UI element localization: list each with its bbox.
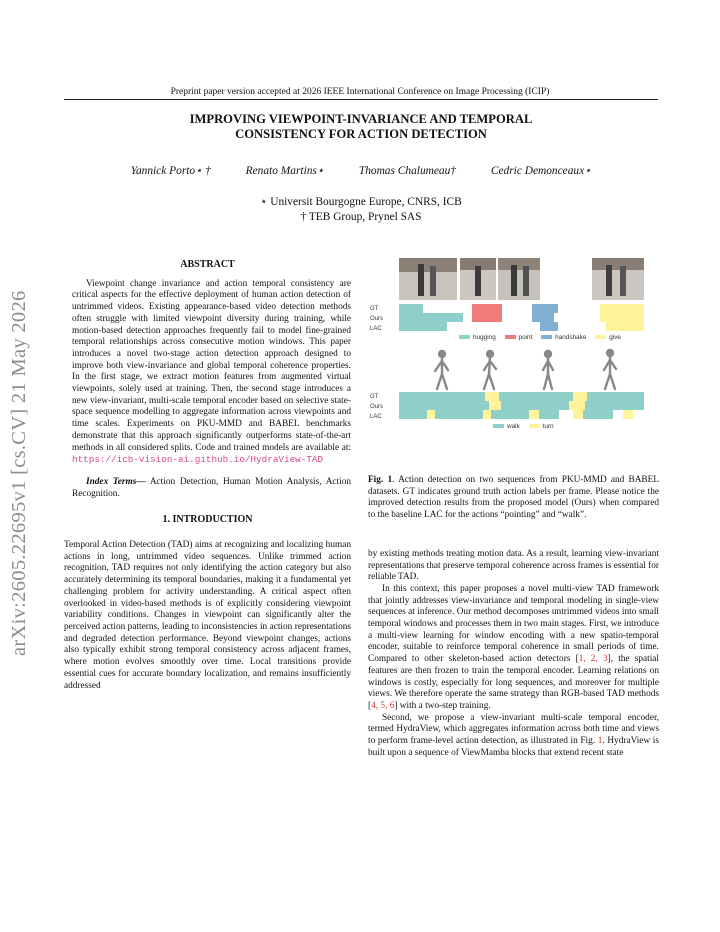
intro-heading: 1. INTRODUCTION <box>162 514 253 526</box>
author-3: Thomas Chalumeau† <box>358 165 457 177</box>
right-paragraph-3 <box>368 713 659 760</box>
legend-walk: walk <box>507 423 520 430</box>
row-label-gt-2: GT <box>370 394 379 400</box>
index-terms-text: Action Detection, Human Motion Analysis, Action Recognition. <box>72 476 352 499</box>
legend-top <box>452 334 621 341</box>
right-paragraph-1: by existing methods treating motion data. As a result, learning view-invariant representations that preserve temporal coherence across frames is essential for reliable TAD. <box>368 548 659 583</box>
header-rule <box>64 99 658 100</box>
legend-swatch-hugging <box>459 335 470 339</box>
video-frames <box>399 258 644 300</box>
legend-handshake: handshake <box>555 334 587 341</box>
legend-give: give <box>609 334 621 341</box>
affiliations <box>64 195 658 224</box>
index-terms <box>64 477 351 500</box>
citation-1-2-3[interactable]: 1, 2, 3 <box>578 654 608 665</box>
abstract-body <box>64 279 351 467</box>
action-timeline-top <box>399 304 644 331</box>
legend-point: point <box>518 334 533 341</box>
header-note: Preprint paper version accepted at 2026 IEEE International Conference on Image Processing (ICIP) <box>170 87 550 97</box>
abstract-heading: ABSTRACT <box>180 259 235 270</box>
legend-swatch-point <box>505 335 516 339</box>
legend-swatch-turn <box>529 424 540 428</box>
legend-swatch-handshake <box>541 335 552 339</box>
right-paragraph-2 <box>368 584 659 713</box>
arxiv-stamp: arXiv:2605.22695v1 [cs.CV] 21 May 2026 <box>8 290 30 656</box>
caption-text: . Action detection on two sequences from PKU-MMD and BABEL datasets. GT indicates ground truth action labels per frame. Please notice the improved detection results from the proposed model (Ours) when compared to the baseline LAC for the actions “pointing” and “walk”. <box>368 475 659 521</box>
citation-4-5-6[interactable]: 4, 5, 6 <box>371 700 395 711</box>
row-label-lac: LAC <box>370 326 382 332</box>
author-list <box>64 163 658 177</box>
skeleton-figures <box>435 350 616 389</box>
skeleton-3 <box>543 351 553 389</box>
title-line-2: CONSISTENCY FOR ACTION DETECTION <box>235 127 487 141</box>
affiliation-2: † TEB Group, Prynel SAS <box>300 210 422 223</box>
para3-part-b: . HydraView is built upon a sequence of ViewMamba blocks that extend recent state <box>368 736 659 758</box>
author-2: Renato Martins⋆ <box>245 165 324 177</box>
para2-part-c: ] with a two-step training. <box>394 700 491 711</box>
figure-ref-link[interactable]: 1 <box>597 736 603 747</box>
legend-swatch-give <box>595 335 606 339</box>
author-1: Yannick Porto⋆ † <box>130 165 211 177</box>
author-4: Cedric Demonceaux⋆ <box>490 165 592 177</box>
figure-1-graphic <box>368 256 660 468</box>
affiliation-1: ⋆ Universit Bourgogne Europe, CNRS, ICB <box>260 196 462 208</box>
abstract-text: Viewpoint change invariance and action temporal consistency are critical aspects for the effective deployment of human action detection of untrimmed videos. Existing appearance-based video detection methods often struggle with limited viewpoint diversity during training, while motion-based detection approaches frequently fail to model fine-grained temporal relationships across consecutive motion windows. This paper introduces a novel two-stage action detection approach designed to improve both view-invariance and global temporal coherence properties. In the first stage, we extract motion features from augmented virtual viewpoints, solely used at training. Then, the second stage introduces a new view-invariant, multi-scale temporal encoder based on selective state-space sequence modelling to aggregate information across viewpoints and time scales. Experiments on PKU-MMD and BABEL benchmarks demonstrate that this approach significantly outperforms state-of-the-art methods in all considered splits. Code and trained models are available at: <box>72 278 351 453</box>
para2-part-b: ], the spatial features are then frozen to train the temporal encoder. Learning relations on windows is costly, especially for long sequences, and moreover for multiple views. We therefore operate the same strategy than RGB-based TAD methods [ <box>368 654 659 711</box>
legend-swatch-walk <box>493 424 504 428</box>
row-labels-top <box>370 304 383 334</box>
paper-title <box>64 112 658 142</box>
row-label-ours-2: Ours <box>370 404 384 410</box>
left-column <box>64 259 351 692</box>
action-timeline-bottom <box>399 392 644 419</box>
row-labels-bottom <box>370 392 383 422</box>
legend-hugging: hugging <box>473 334 496 341</box>
figure-1 <box>368 256 660 468</box>
figure-1-caption <box>368 475 659 522</box>
para3-part-a: Second, we propose a view-invariant multi-scale temporal encoder, termed HydraView, which aggregates information across both time and views to perform frame-level action detection, as illustrated in Fig. <box>368 712 659 747</box>
caption-label: Fig. 1 <box>368 475 393 485</box>
legend-bottom <box>486 423 554 430</box>
title-line-1: IMPROVING VIEWPOINT-INVARIANCE AND TEMPORAL <box>189 112 533 126</box>
index-terms-label: Index Terms— <box>86 476 146 487</box>
right-column <box>368 475 659 759</box>
skeleton-1 <box>435 351 448 389</box>
skeleton-4 <box>604 350 616 389</box>
intro-paragraph-1: Temporal Action Detection (TAD) aims at recognizing and localizing human actions in long, untrimmed video sequences. Unlike trimmed action recognition, TAD requires not only identifying the action category but also accurately determining its temporal boundaries, making it a fundamental yet challenging problem for activity understanding. A critical aspect often overlooked in video-based methods is of explicitly considering viewpoint variability conditions. Changes in viewpoint can significantly alter the perceived action patterns, leading to inconsistencies in action representations and degraded detection performance. Beyond viewpoint changes, actions also typically exhibit strong temporal consistency across adjacent frames, where motion evolves smoothly over time. Local transitions provide essential cues for accurate boundary localization, and remains insufficiently addressed <box>64 540 351 691</box>
skeleton-2 <box>484 351 496 389</box>
row-label-ours: Ours <box>370 316 384 322</box>
row-label-lac-2: LAC <box>370 414 382 420</box>
code-url-link[interactable]: https://icb-vision-ai.github.io/HydraView-TAD <box>72 454 324 466</box>
para2-part-a: In this context, this paper proposes a novel multi-view TAD framework that jointly addresses view-invariance and temporal modeling in single-view sequences at inference. Our method decomposes untrimmed videos into small temporal windows and processes them in two main stages. First, we introduce a multi-view learning for window encoding with a new spatio-temporal encoder, suitable to reinforce temporal coherence in small periods of time. Compared to other skeleton-based action detectors [ <box>368 583 659 665</box>
row-label-gt: GT <box>370 306 379 312</box>
legend-turn: turn <box>542 423 554 430</box>
